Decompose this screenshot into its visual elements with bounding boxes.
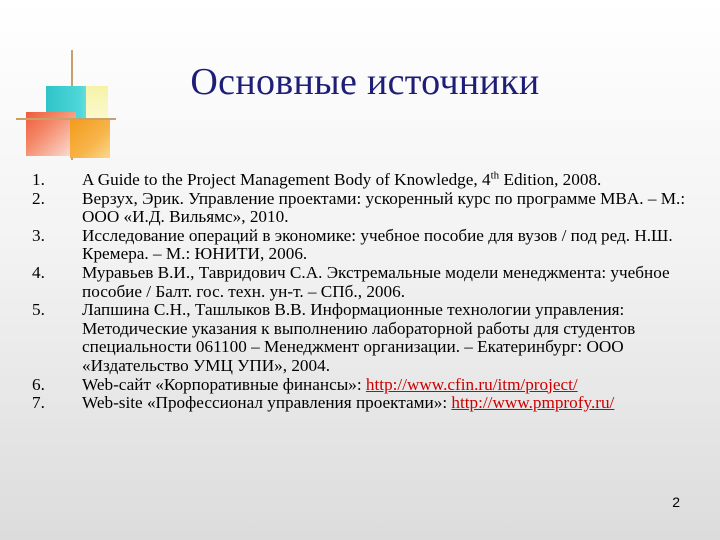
item-number: 5. [32,300,45,320]
item-number: 1. [32,170,45,189]
list-item [32,394,692,413]
decor-orange-square [70,118,110,158]
item-number: 7. [32,393,45,413]
item-number: 2. [32,188,45,208]
item-number: 4. [32,262,45,282]
item-text: Лапшина С.Н., Ташлыков В.В. Информационные технологии управления: Методические указания к выполнению лабораторной работы для студентов специальности 061100 – Менеджмент организации. – Екатеринбург: ООО «Издательство УМЦ УПИ», 2004. [82,300,636,375]
page-number: 2 [672,494,680,510]
item-text: A Guide to the Project Management Body of Knowledge, 4th Edition, 2008. [82,169,602,189]
item-text: Web-site «Профессионал управления проектами»: http://www.pmprofy.ru/ [82,393,615,413]
item-number: 3. [32,225,45,245]
pmprofy-link[interactable]: http://www.pmprofy.ru/ [451,393,615,413]
list-item [32,264,692,301]
item-text: Муравьев В.И., Тавридович С.А. Экстремальные модели менеджмента: учебное пособие / Балт. гос. техн. ун-т. – СПб., 2006. [82,262,670,301]
list-item [32,376,692,395]
decorative-squares [0,0,130,170]
item-text: Верзух, Эрик. Управление проектами: ускоренный курс по программе MBA. – М.: ООО «И.Д. Вильямс», 2010. [82,188,686,227]
decor-horizontal-line [16,118,116,120]
item-text: Web-сайт «Корпоративные финансы»: http://www.cfin.ru/itm/project/ [82,374,578,394]
item-number: 6. [32,374,45,394]
list-item [32,227,692,264]
list-item [32,190,692,227]
sources-list [32,171,692,413]
list-item [32,301,692,375]
cfin-link[interactable]: http://www.cfin.ru/itm/project/ [365,374,578,394]
list-item [32,171,692,190]
slide-title: Основные источники [190,61,540,103]
item-text: Исследование операций в экономике: учебное пособие для вузов / под ред. Н.Ш. Кремера. – М.: ЮНИТИ, 2006. [82,225,673,264]
